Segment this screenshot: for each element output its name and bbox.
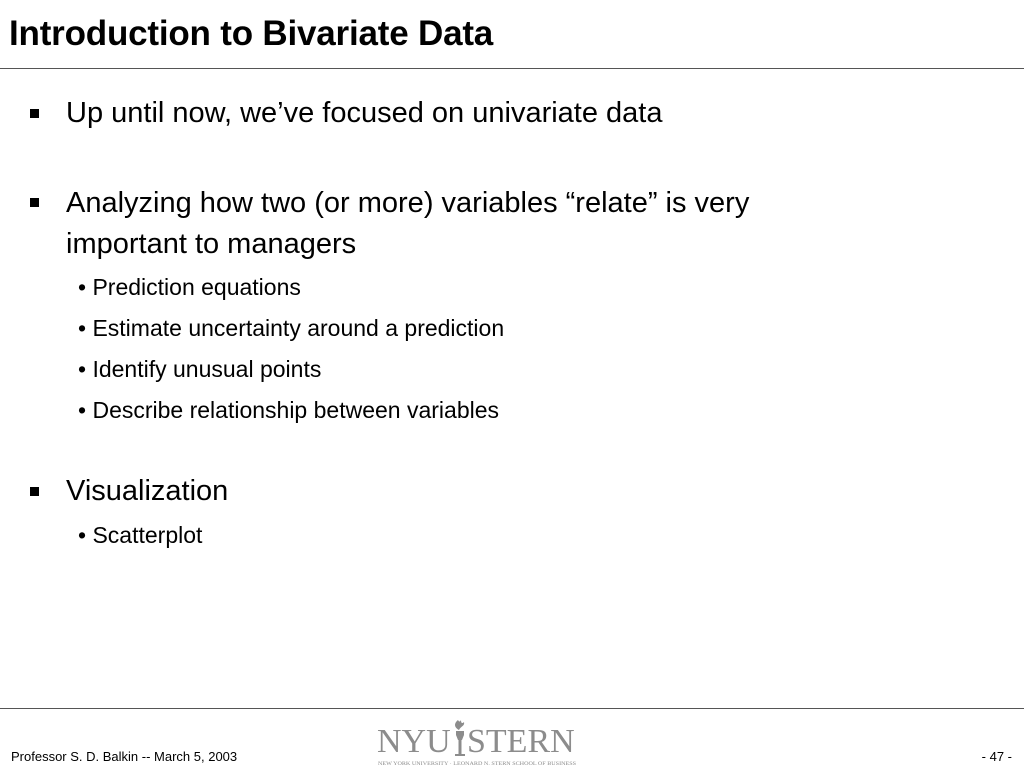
sub-bullet: • Estimate uncertainty around a prediction xyxy=(78,315,505,341)
page-number: - 47 - xyxy=(981,749,1012,764)
footer-author-date: Professor S. D. Balkin -- March 5, 2003 xyxy=(11,749,238,764)
title-divider xyxy=(0,68,1024,69)
sub-bullet: • Describe relationship between variables xyxy=(78,397,500,423)
logo-tagline: NEW YORK UNIVERSITY · LEONARD N. STERN SCHOOL OF BUSINESS xyxy=(378,762,577,767)
logo-text-left: NYU xyxy=(377,723,451,760)
square-bullet-icon xyxy=(30,198,39,207)
square-bullet-icon xyxy=(30,487,39,496)
sub-bullet: • Prediction equations xyxy=(78,274,301,300)
nyu-stern-logo xyxy=(375,714,585,768)
torch-icon xyxy=(455,720,465,756)
footer-divider xyxy=(0,708,1024,709)
sub-bullet: • Scatterplot xyxy=(78,522,203,548)
square-bullet-icon xyxy=(30,109,39,118)
dot-bullet-icon: • xyxy=(78,356,87,382)
bullet-2-line-2: important to managers xyxy=(66,228,357,260)
bullet-1: Up until now, we’ve focused on univariate data xyxy=(66,97,663,129)
dot-bullet-icon: • xyxy=(78,274,87,300)
slide-title: Introduction to Bivariate Data xyxy=(9,14,494,53)
dot-bullet-icon: • xyxy=(78,315,87,341)
sub-bullet: • Identify unusual points xyxy=(78,356,322,382)
logo-text-right: STERN xyxy=(467,723,575,760)
bullet-2-line-1: Analyzing how two (or more) variables “relate” is very xyxy=(66,187,750,219)
dot-bullet-icon: • xyxy=(78,397,87,423)
bullet-3: Visualization xyxy=(66,475,229,507)
dot-bullet-icon: • xyxy=(78,522,87,548)
